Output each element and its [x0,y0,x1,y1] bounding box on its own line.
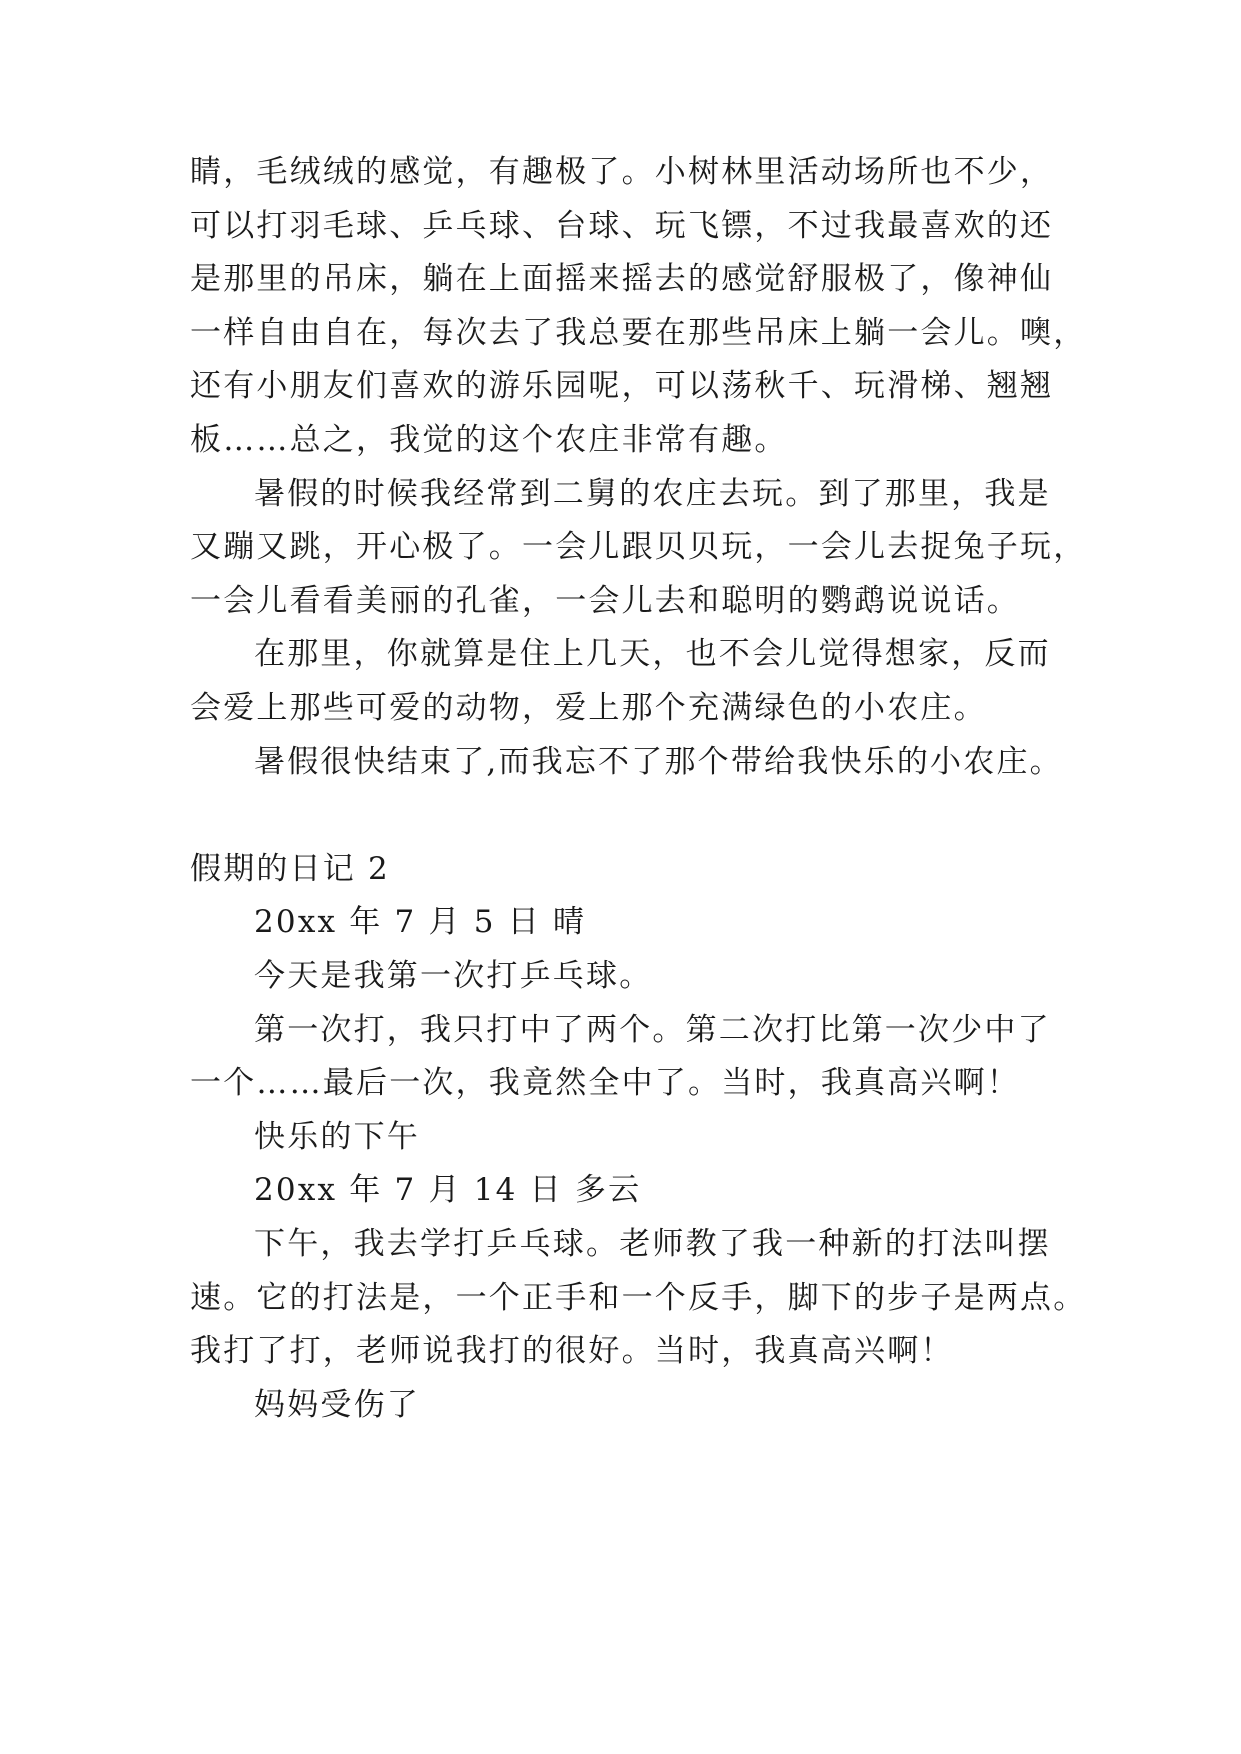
section-title: 假期的日记 2 [190,851,390,887]
text-line: 是那里的吊床，躺在上面摇来摇去的感觉舒服极了，像神仙 [190,261,1054,297]
text-line: 一个……最后一次，我竟然全中了。当时，我真高兴啊！ [190,1065,1020,1101]
text-line: 在那里，你就算是住上几天，也不会儿觉得想家，反而 [254,636,1051,672]
text-line: 我打了打，老师说我打的很好。当时，我真高兴啊！ [190,1333,954,1369]
diary-subtitle: 快乐的下午 [254,1119,420,1155]
text-line: 一样自由自在，每次去了我总要在那些吊床上躺一会儿。噢， [190,315,1087,351]
text-line: 会爱上那些可爱的动物，爱上那个充满绿色的小农庄。 [190,690,987,726]
text-line: 今天是我第一次打乒乓球。 [254,958,653,994]
text-line: 还有小朋友们喜欢的游乐园呢，可以荡秋千、玩滑梯、翘翘 [190,368,1054,404]
text-line: 第一次打，我只打中了两个。第二次打比第一次少中了 [254,1012,1051,1048]
text-line: 又蹦又跳，开心极了。一会儿跟贝贝玩，一会儿去捉兔子玩， [190,529,1087,565]
text-line: 速。它的打法是，一个正手和一个反手，脚下的步子是两点。 [190,1280,1087,1316]
text-line: 暑假很快结束了,而我忘不了那个带给我快乐的小农庄。 [254,744,1063,780]
text-line: 可以打羽毛球、乒乓球、台球、玩飞镖，不过我最喜欢的还 [190,208,1054,244]
text-line: 睛，毛绒绒的感觉，有趣极了。小树林里活动场所也不少， [190,154,1054,190]
text-line: 下午，我去学打乒乓球。老师教了我一种新的打法叫摆 [254,1226,1051,1262]
diary-subtitle: 妈妈受伤了 [254,1387,420,1423]
text-line: 一会儿看看美丽的孔雀，一会儿去和聪明的鹦鹉说说话。 [190,583,1020,619]
text-line: 暑假的时候我经常到二舅的农庄去玩。到了那里，我是 [254,476,1051,512]
text-line: 板……总之，我觉的这个农庄非常有趣。 [190,422,788,458]
diary-date: 20xx 年 7 月 5 日 晴 [254,904,587,940]
diary-date: 20xx 年 7 月 14 日 多云 [254,1172,642,1208]
